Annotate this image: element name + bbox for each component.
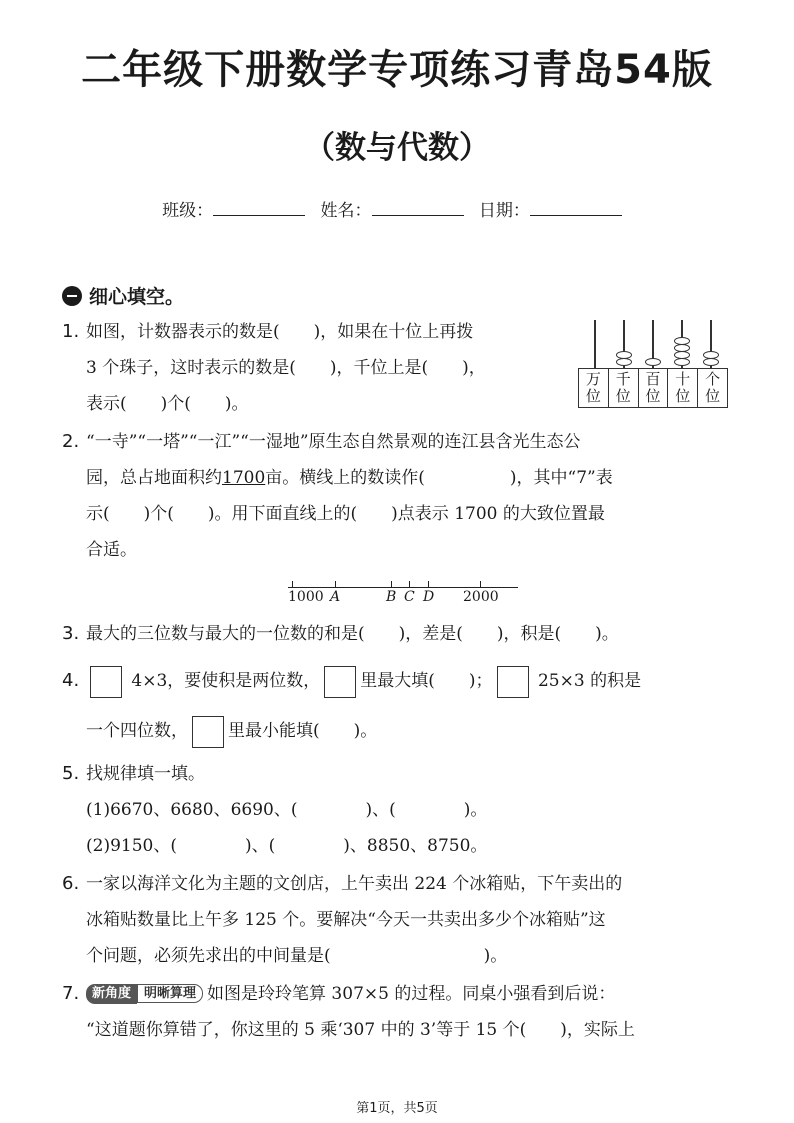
abacus-figure [578, 320, 728, 408]
new-angle-tag: 新角度 [86, 984, 137, 1004]
question-number: 6. [62, 873, 80, 894]
question-3 [62, 616, 619, 652]
q5-row2: (2)9150、( )、( )、8850、8750。 [86, 836, 488, 856]
number-line-label-1000: 1000 [288, 589, 324, 605]
q6-line3: 个问题，必须先求出的中间量是( )。 [86, 946, 508, 966]
question-number: 1. [62, 321, 80, 342]
number-line-tick [391, 581, 392, 588]
abacus-bead [674, 337, 690, 345]
abacus-place-bai: 百 位 [639, 369, 669, 407]
question-6 [62, 866, 622, 974]
q1-line3: 表示( )个( )。 [86, 394, 249, 414]
student-info-row [0, 196, 794, 221]
q4-part-c: 25×3 的积是 [537, 671, 642, 691]
question-number: 2. [62, 431, 80, 452]
q4-blank-box[interactable] [497, 666, 529, 698]
abacus-place-qian: 千 位 [609, 369, 639, 407]
q4-part-d: 一个四位数， [86, 721, 188, 741]
abacus-bead [645, 358, 661, 366]
q4-part-a: 4×3，要使积是两位数， [131, 671, 321, 691]
q2-area-number: 1700 [222, 468, 266, 488]
page-title: 二年级下册数学专项练习青岛54版 [81, 47, 713, 93]
q4-blank-box[interactable] [324, 666, 356, 698]
abacus-bead [616, 358, 632, 366]
question-number: 7. [62, 983, 80, 1004]
abacus-place-labels [578, 368, 728, 408]
abacus-rod [594, 320, 596, 368]
number-line-label-a: A [330, 589, 341, 605]
q6-line1: 一家以海洋文化为主题的文创店，上午卖出 224 个冰箱贴，下午卖出的 [86, 874, 623, 894]
number-line-label-b: B [386, 589, 397, 605]
abacus-place-shi: 十 位 [668, 369, 698, 407]
abacus-bead [674, 344, 690, 352]
q4-blank-box[interactable] [90, 666, 122, 698]
q4-blank-box[interactable] [192, 716, 224, 748]
q2-line2-a: 园，总占地面积约 [86, 468, 222, 488]
number-line [288, 580, 518, 610]
class-label: 班级： [162, 201, 214, 221]
number-line-label-2000: 2000 [463, 589, 499, 605]
question-number: 4. [62, 670, 80, 691]
number-line-tick [292, 581, 293, 588]
question-1 [62, 314, 486, 422]
q4-part-b: 里最大填( )； [360, 671, 493, 691]
page-subtitle: （数与代数） [304, 130, 490, 166]
number-line-tick [428, 581, 429, 588]
question-5 [62, 756, 487, 864]
q5-row1: (1)6670、6680、6690、( )、( )。 [86, 800, 488, 820]
q7-line2: “这道题你算错了，你这里的 5 乘‘307 中的 3’等于 15 个( )，实际上 [86, 1020, 635, 1040]
q7-line1: 如图是玲玲笔算 307×5 的过程。同桌小强看到后说： [207, 984, 616, 1004]
abacus-bead [703, 351, 719, 359]
q2-line4: 合适。 [86, 540, 137, 560]
section-number-badge-icon [62, 286, 82, 306]
abacus-bead [703, 358, 719, 366]
q4-part-e: 里最小能填( )。 [228, 721, 378, 741]
abacus-bead [674, 358, 690, 366]
question-2 [62, 424, 613, 568]
date-blank[interactable] [530, 201, 622, 216]
number-line-label-c: C [404, 589, 415, 605]
class-blank[interactable] [213, 201, 305, 216]
abacus-bead [616, 351, 632, 359]
abacus-bead [674, 351, 690, 359]
q2-line2-b: 亩。横线上的数读作( )，其中“7”表 [265, 468, 613, 488]
question-number: 3. [62, 623, 80, 644]
q6-line2: 冰箱贴数量比上午多 125 个。要解决“今天一共卖出多少个冰箱贴”这 [86, 910, 606, 930]
q3-text: 最大的三位数与最大的一位数的和是( )，差是( )，积是( )。 [86, 624, 619, 644]
abacus-place-wan: 万 位 [579, 369, 609, 407]
q5-title: 找规律填一填。 [86, 764, 205, 784]
question-number: 5. [62, 763, 80, 784]
section-title: 细心填空。 [89, 286, 185, 308]
section-heading [62, 282, 184, 309]
q1-line1: 如图，计数器表示的数是( )，如果在十位上再拨 [86, 322, 474, 342]
abacus-place-ge: 个 位 [705, 370, 721, 405]
number-line-label-d: D [423, 589, 435, 605]
number-line-tick [335, 581, 336, 588]
page-footer: 第1页，共5页 [356, 1101, 438, 1116]
name-label: 姓名： [320, 201, 372, 221]
name-blank[interactable] [372, 201, 464, 216]
clarify-reasoning-tag: 明晰算理 [137, 984, 203, 1003]
q2-line3: 示( )个( )。用下面直线上的( )点表示 1700 的大致位置最 [86, 504, 605, 524]
question-7 [62, 976, 635, 1048]
number-line-tick [480, 581, 481, 588]
question-4 [62, 660, 641, 752]
number-line-tick [409, 581, 410, 588]
date-label: 日期： [478, 201, 530, 221]
q2-line1: “一寺”“一塔”“一江”“一湿地”原生态自然景观的连江县含光生态公 [86, 432, 581, 452]
q1-line2: 3 个珠子，这时表示的数是( )，千位上是( )， [86, 358, 486, 378]
